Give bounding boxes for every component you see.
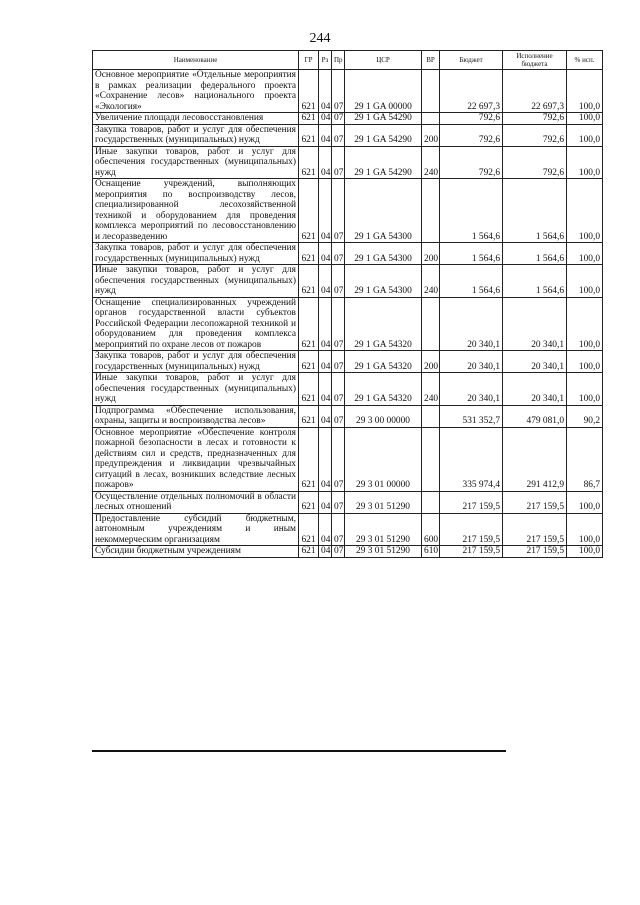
cell-gr: 621 (299, 179, 319, 243)
cell-percent: 100,0 (567, 70, 603, 113)
cell-percent: 86,7 (567, 427, 603, 491)
cell-vr: 240 (422, 146, 440, 179)
cell-name: Иные закупки товаров, работ и услуг для обеспечения государственных (муниципальных) нужд (93, 265, 299, 298)
cell-name: Увеличение площади лесовосстановления (93, 113, 299, 125)
cell-csr: 29 3 00 00000 (345, 405, 422, 427)
table-row (93, 373, 603, 406)
cell-rz: 04 (319, 124, 332, 146)
cell-execution: 1 564,6 (503, 265, 567, 298)
cell-gr: 621 (299, 373, 319, 406)
table-row (93, 405, 603, 427)
table-row (93, 113, 603, 125)
cell-pr: 07 (332, 113, 345, 125)
cell-pr: 07 (332, 405, 345, 427)
cell-vr (422, 427, 440, 491)
cell-execution: 792,6 (503, 146, 567, 179)
cell-execution: 20 340,1 (503, 297, 567, 351)
cell-budget: 22 697,3 (440, 70, 503, 113)
cell-budget: 792,6 (440, 146, 503, 179)
cell-pr: 07 (332, 297, 345, 351)
cell-percent: 100,0 (567, 179, 603, 243)
cell-name: Иные закупки товаров, работ и услуг для обеспечения государственных (муниципальных) нужд (93, 373, 299, 406)
cell-gr: 621 (299, 243, 319, 265)
cell-budget: 1 564,6 (440, 243, 503, 265)
cell-rz: 04 (319, 297, 332, 351)
cell-gr: 621 (299, 146, 319, 179)
cell-budget: 1 564,6 (440, 179, 503, 243)
cell-rz: 04 (319, 243, 332, 265)
cell-vr: 610 (422, 546, 440, 558)
table-row (93, 297, 603, 351)
cell-name: Закупка товаров, работ и услуг для обеспечения государственных (муниципальных) нужд (93, 243, 299, 265)
cell-budget: 1 564,6 (440, 265, 503, 298)
cell-gr: 621 (299, 124, 319, 146)
cell-percent: 100,0 (567, 124, 603, 146)
cell-rz: 04 (319, 265, 332, 298)
cell-pr: 07 (332, 124, 345, 146)
cell-execution: 479 081,0 (503, 405, 567, 427)
cell-execution: 291 412,9 (503, 427, 567, 491)
cell-csr: 29 1 GA 54320 (345, 373, 422, 406)
cell-vr (422, 491, 440, 513)
cell-pr: 07 (332, 427, 345, 491)
cell-csr: 29 3 01 51290 (345, 513, 422, 546)
table-row (93, 546, 603, 558)
cell-percent: 100,0 (567, 113, 603, 125)
header-execution: Исполнение бюджета (503, 51, 567, 70)
cell-csr: 29 1 GA 54300 (345, 179, 422, 243)
header-pr: Пр (332, 51, 345, 70)
header-vr: ВР (422, 51, 440, 70)
cell-percent: 100,0 (567, 243, 603, 265)
cell-pr: 07 (332, 546, 345, 558)
cell-pr: 07 (332, 351, 345, 373)
cell-execution: 20 340,1 (503, 373, 567, 406)
table-row (93, 179, 603, 243)
header-name: Наименование (93, 51, 299, 70)
cell-vr (422, 70, 440, 113)
cell-budget: 217 159,5 (440, 491, 503, 513)
cell-gr: 621 (299, 491, 319, 513)
cell-name: Иные закупки товаров, работ и услуг для обеспечения государственных (муниципальных) нужд (93, 146, 299, 179)
cell-vr: 240 (422, 265, 440, 298)
cell-rz: 04 (319, 427, 332, 491)
cell-vr: 200 (422, 124, 440, 146)
cell-rz: 04 (319, 373, 332, 406)
cell-csr: 29 3 01 00000 (345, 427, 422, 491)
cell-csr: 29 3 01 51290 (345, 546, 422, 558)
cell-csr: 29 1 GA 00000 (345, 70, 422, 113)
cell-execution: 792,6 (503, 113, 567, 125)
cell-percent: 100,0 (567, 513, 603, 546)
cell-name: Основное мероприятие «Отдельные мероприятия в рамках реализации федерального проекта «Сохранение лесов» национального проекта «Экология» (93, 70, 299, 113)
cell-name: Субсидии бюджетным учреждениям (93, 546, 299, 558)
table-row (93, 146, 603, 179)
cell-execution: 20 340,1 (503, 351, 567, 373)
cell-pr: 07 (332, 513, 345, 546)
cell-vr (422, 113, 440, 125)
cell-pr: 07 (332, 491, 345, 513)
cell-budget: 20 340,1 (440, 351, 503, 373)
cell-rz: 04 (319, 513, 332, 546)
cell-execution: 1 564,6 (503, 179, 567, 243)
cell-rz: 04 (319, 546, 332, 558)
cell-vr (422, 179, 440, 243)
cell-name: Предоставление субсидий бюджетным, автономным учреждениям и иным некоммерческим организациям (93, 513, 299, 546)
cell-name: Оснащение учреждений, выполняющих мероприятия по воспроизводству лесов, специализированной лесохозяйственной техникой и оборудованием для проведения комплекса мероприятий по лесовосстановлению и лесоразведению (93, 179, 299, 243)
cell-gr: 621 (299, 297, 319, 351)
cell-csr: 29 1 GA 54300 (345, 265, 422, 298)
cell-percent: 100,0 (567, 146, 603, 179)
header-budget: Бюджет (440, 51, 503, 70)
cell-csr: 29 1 GA 54290 (345, 113, 422, 125)
cell-name: Закупка товаров, работ и услуг для обеспечения государственных (муниципальных) нужд (93, 351, 299, 373)
cell-csr: 29 1 GA 54320 (345, 351, 422, 373)
cell-execution: 22 697,3 (503, 70, 567, 113)
cell-execution: 792,6 (503, 124, 567, 146)
table-row (93, 513, 603, 546)
table-row (93, 124, 603, 146)
cell-gr: 621 (299, 70, 319, 113)
bottom-divider (92, 750, 506, 752)
cell-pr: 07 (332, 243, 345, 265)
cell-budget: 217 159,5 (440, 513, 503, 546)
cell-name: Подпрограмма «Обеспечение использования, охраны, защиты и воспроизводства лесов» (93, 405, 299, 427)
cell-budget: 217 159,5 (440, 546, 503, 558)
cell-name: Основное мероприятие «Обеспечение контроля пожарной безопасности в лесах и готовности к действиям сил и средств, предназначенных для предупреждения и ликвидации чрезвычайных ситуаций в лесах, возникших вследствие лесных пожаров» (93, 427, 299, 491)
cell-percent: 100,0 (567, 297, 603, 351)
cell-vr: 240 (422, 373, 440, 406)
cell-percent: 100,0 (567, 351, 603, 373)
table-row (93, 243, 603, 265)
cell-execution: 1 564,6 (503, 243, 567, 265)
cell-rz: 04 (319, 491, 332, 513)
cell-vr (422, 297, 440, 351)
cell-percent: 100,0 (567, 546, 603, 558)
cell-rz: 04 (319, 405, 332, 427)
cell-csr: 29 1 GA 54290 (345, 146, 422, 179)
cell-name: Закупка товаров, работ и услуг для обеспечения государственных (муниципальных) нужд (93, 124, 299, 146)
cell-execution: 217 159,5 (503, 513, 567, 546)
cell-execution: 217 159,5 (503, 491, 567, 513)
cell-csr: 29 1 GA 54290 (345, 124, 422, 146)
cell-gr: 621 (299, 351, 319, 373)
cell-vr (422, 405, 440, 427)
page-number: 244 (309, 31, 331, 46)
cell-csr: 29 1 GA 54300 (345, 243, 422, 265)
cell-csr: 29 1 GA 54320 (345, 297, 422, 351)
cell-percent: 90,2 (567, 405, 603, 427)
cell-gr: 621 (299, 113, 319, 125)
cell-pr: 07 (332, 265, 345, 298)
cell-budget: 20 340,1 (440, 297, 503, 351)
cell-name: Осуществление отдельных полномочий в области лесных отношений (93, 491, 299, 513)
table-row (93, 427, 603, 491)
cell-budget: 20 340,1 (440, 373, 503, 406)
table-header (93, 51, 603, 70)
cell-budget: 531 352,7 (440, 405, 503, 427)
cell-pr: 07 (332, 146, 345, 179)
cell-vr: 200 (422, 351, 440, 373)
cell-execution: 217 159,5 (503, 546, 567, 558)
header-rz: Рз (319, 51, 332, 70)
cell-rz: 04 (319, 70, 332, 113)
table-row (93, 351, 603, 373)
table-row (93, 491, 603, 513)
cell-percent: 100,0 (567, 373, 603, 406)
cell-budget: 335 974,4 (440, 427, 503, 491)
cell-gr: 621 (299, 405, 319, 427)
table-row (93, 265, 603, 298)
table-row (93, 70, 603, 113)
cell-percent: 100,0 (567, 265, 603, 298)
table-body (93, 70, 603, 558)
cell-vr: 200 (422, 243, 440, 265)
cell-name: Оснащение специализированных учреждений органов государственной власти субъектов Российской Федерации лесопожарной техникой и оборудованием для проведения комплекса мероприятий по охране лесов от пожаров (93, 297, 299, 351)
header-csr: ЦСР (345, 51, 422, 70)
cell-csr: 29 3 01 51290 (345, 491, 422, 513)
cell-rz: 04 (319, 146, 332, 179)
cell-percent: 100,0 (567, 491, 603, 513)
header-percent: % исп. (567, 51, 603, 70)
cell-rz: 04 (319, 179, 332, 243)
cell-gr: 621 (299, 427, 319, 491)
budget-table (92, 50, 603, 558)
cell-vr: 600 (422, 513, 440, 546)
cell-gr: 621 (299, 265, 319, 298)
cell-pr: 07 (332, 373, 345, 406)
cell-gr: 621 (299, 546, 319, 558)
cell-pr: 07 (332, 179, 345, 243)
cell-rz: 04 (319, 351, 332, 373)
cell-budget: 792,6 (440, 124, 503, 146)
cell-rz: 04 (319, 113, 332, 125)
cell-gr: 621 (299, 513, 319, 546)
cell-budget: 792,6 (440, 113, 503, 125)
cell-pr: 07 (332, 70, 345, 113)
header-gr: ГР (299, 51, 319, 70)
